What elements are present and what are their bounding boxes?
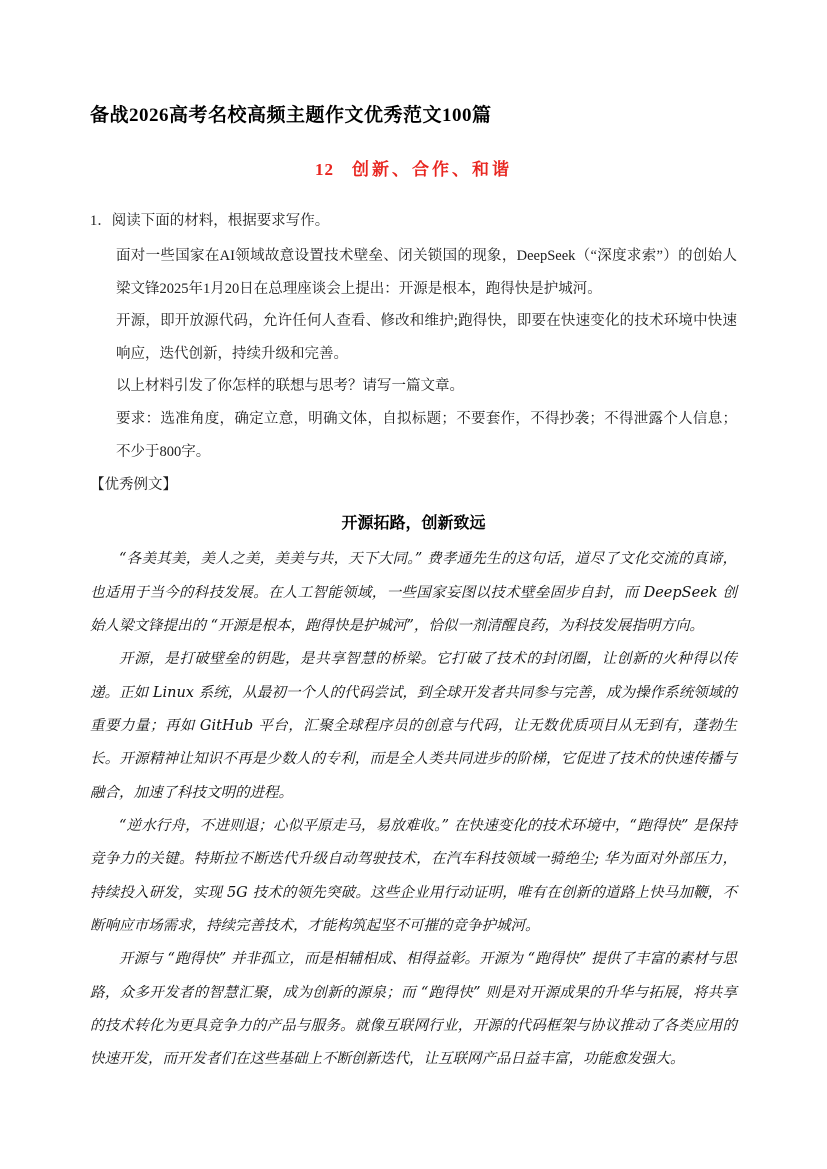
material-block [116, 240, 737, 371]
essay-paragraph: 开源，是打破壁垒的钥匙，是共享智慧的桥梁。它打破了技术的封闭圈，让创新的火种得以传递。正如 Linux 系统，从最初一个人的代码尝试，到全球开发者共同参与完善，成为操作系统领域的重要力量；再如 GitHub 平台，汇聚全球程序员的创意与代码，让无数优质项目从无到有，蓬勃生长。开源精神让知识不再是少数人的专利，而是全人类共同进步的阶梯，它促进了技术的快速传播与融合，加速了科技文明的进程。 [90, 651, 737, 801]
requirements-text: 要求：选准角度，确定立意，明确文体，自拟标题；不要套作，不得抄袭；不得泄露个人信息；不少于800字。 [116, 411, 737, 460]
material-paragraph: 面对一些国家在AI领域故意设置技术壁垒、闭关锁国的现象，DeepSeek（“深度求索”）的创始人梁文锋2025年1月20日在总理座谈会上提出：开源是根本，跑得快是护城河。 [116, 247, 737, 297]
sample-essay-label: 【优秀例文】 [90, 477, 177, 494]
essay-paragraph: “各美其美，美人之美，美美与共，天下大同。” 费孝通先生的这句话，道尽了文化交流的真谛，也适用于当今的科技发展。在人工智能领域，一些国家妄图以技术壁垒固步自封，而 DeepSeek 创始人梁文锋提出的 “开源是根本，跑得快是护城河”，恰似一剂清醒良药，为科技发展指明方向。 [90, 551, 737, 634]
topic-heading [90, 155, 737, 180]
essay-paragraph: 开源与 “跑得快” 并非孤立，而是相辅相成、相得益彰。开源为 “跑得快” 提供了丰富的素材与思路，众多开发者的智慧汇聚，成为创新的源泉；而 “跑得快” 则是对开源成果的升华与拓展，将共享的技术转化为更具竞争力的产品与服务。就像互联网行业，开源的代码框架与协议推动了各类应用的快速开发，而开发者们在这些基础上不断创新迭代，让互联网产品日益丰富，功能愈发强大。 [90, 951, 737, 1068]
material-paragraph: 开源，即开放源代码，允许任何人查看、修改和维护;跑得快，即要在快速变化的技术环境中快速响应，迭代创新，持续升级和完善。 [116, 313, 737, 362]
topic-title: 创新、合作、和谐 [352, 160, 512, 179]
sample-essay-body [90, 543, 737, 1077]
question-intro: 1．阅读下面的材料，根据要求写作。 [90, 213, 330, 229]
document-title: 备战2026高考名校高频主题作文优秀范文100篇 [90, 105, 492, 126]
topic-number: 12 [315, 160, 334, 179]
writing-prompt: 以上材料引发了你怎样的联想与思考？请写一篇文章。 [116, 378, 464, 395]
essay-title: 开源拓路，创新致远 [341, 515, 486, 533]
essay-paragraph: “逆水行舟，不进则退；心似平原走马，易放难收。” 在快速变化的技术环境中，“跑得快” 是保持竞争力的关键。特斯拉不断迭代升级自动驾驶技术，在汽车科技领域一骑绝尘; 华为面对外部压力，持续投入研发，实现 5G 技术的领先突破。这些企业用行动证明，唯有在创新的道路上快马加鞭，不断响应市场需求，持续完善技术，才能构筑起坚不可摧的竞争护城河。 [90, 817, 737, 934]
